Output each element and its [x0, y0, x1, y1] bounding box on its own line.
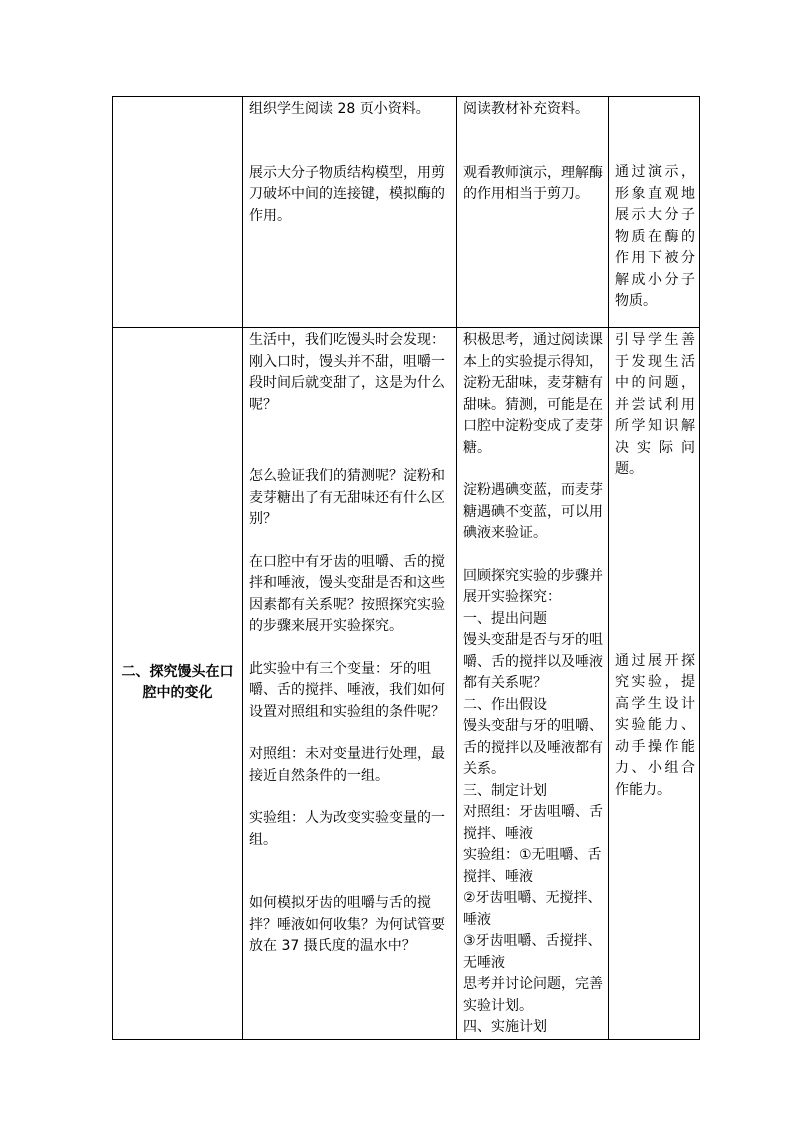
design-purpose-cell — [609, 328, 700, 1040]
student-text: 积极思考，通过阅读课本上的实验提示得知，淀粉无甜味，麦芽糖有甜味。猜测，可能是在口腔中淀粉变成了麦芽糖。 — [463, 332, 603, 456]
teacher-text: 组织学生阅读 28 页小资料。 — [249, 101, 430, 117]
lesson-plan-table — [112, 96, 700, 1040]
teacher-text: 怎么验证我们的猜测呢？淀粉和麦芽糖出了有无甜味还有什么区别？ — [249, 468, 445, 527]
student-text: 对照组：牙齿咀嚼、舌搅拌、唾液 — [463, 804, 603, 842]
student-text: 实验组：①无咀嚼、舌搅拌、唾液 — [463, 847, 602, 885]
student-text: 回顾探究实验的步骤并展开实验探究： — [463, 567, 603, 605]
student-text: 馒头变甜是否与牙的咀嚼、舌的搅拌以及唾液都有关系呢？ — [463, 632, 603, 691]
student-text: 阅读教材补充资料。 — [463, 101, 589, 117]
student-text: 三、制定计划 — [463, 782, 547, 799]
student-text: 观看教师演示，理解酶的作用相当于剪刀。 — [463, 164, 603, 202]
teacher-text: 实验组：人为改变实验变量的一组。 — [249, 810, 445, 848]
table-row — [113, 97, 700, 328]
teacher-text: 生活中，我们吃馒头时会发现：刚入口时，馒头并不甜，咀嚼一段时间后就变甜了，这是为什么呢？ — [249, 332, 445, 413]
table-row — [113, 328, 700, 1040]
student-activity-cell — [457, 328, 609, 1040]
student-text: ③牙齿咀嚼、舌搅拌、无唾液 — [463, 933, 602, 971]
student-text: 馒头变甜与牙的咀嚼、舌的搅拌以及唾液都有关系。 — [463, 718, 603, 777]
student-text: 四、实施计划 — [463, 1019, 547, 1035]
teacher-text: 展示大分子物质结构模型，用剪刀破坏中间的连接键，模拟酶的作用。 — [249, 164, 445, 224]
student-text: 一、提出问题 — [463, 610, 547, 627]
student-text: 淀粉遇碘变蓝，而麦芽糖遇碘不变蓝，可以用碘液来验证。 — [463, 482, 603, 541]
teacher-activity-cell — [243, 97, 457, 328]
teacher-text: 此实验中有三个变量：牙的咀嚼、舌的搅拌、唾液，我们如何设置对照组和实验组的条件呢？ — [249, 660, 445, 720]
teacher-activity-cell — [243, 328, 457, 1040]
student-text: 思考并讨论问题，完善实验计划。 — [463, 976, 603, 1014]
student-text: 二、作出假设 — [463, 696, 547, 713]
teacher-text: 对照组：未对变量进行处理，最接近自然条件的一组。 — [249, 746, 445, 784]
student-activity-cell — [457, 97, 609, 328]
student-text: ②牙齿咀嚼、无搅拌、唾液 — [463, 890, 602, 928]
design-purpose-cell — [609, 97, 700, 328]
stage-cell: 二、探究馒头在口腔中的变化 — [113, 328, 243, 1040]
teacher-text: 如何模拟牙齿的咀嚼与舌的搅拌？唾液如何收集？为何试管要放在 37 摄氏度的温水中？ — [249, 895, 445, 954]
stage-cell — [113, 97, 243, 328]
purpose-text: 通过展开探究实验，提高学生设计实验能力、动手操作能力、小组合作能力。 — [615, 652, 695, 798]
purpose-text: 通过演示，形象直观地展示大分子物质在酶的作用下被分解成小分子物质。 — [615, 164, 695, 309]
purpose-text: 引导学生善于发现生活中的问题，并尝试利用所学知识解决实际问题。 — [615, 332, 695, 477]
teacher-text: 在口腔中有牙齿的咀嚼、舌的搅拌和唾液，馒头变甜是否和这些因素都有关系呢？按照探究实验的步骤来展开实验探究。 — [249, 553, 445, 634]
